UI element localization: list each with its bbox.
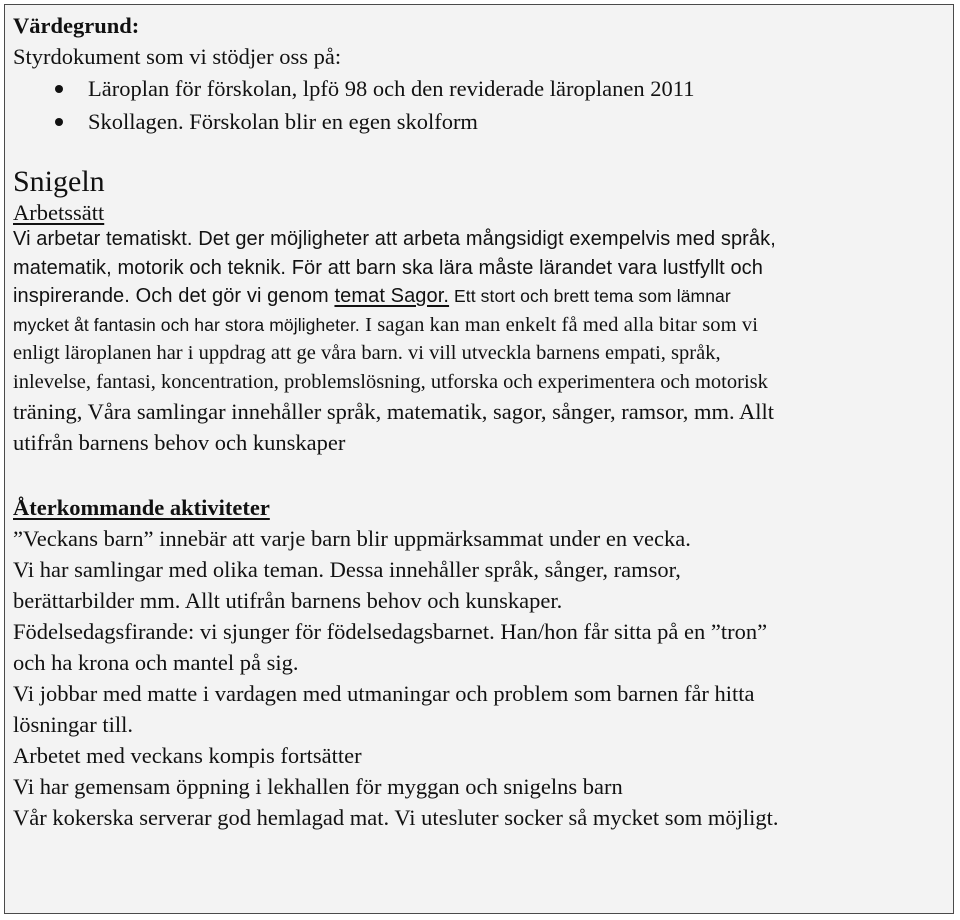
list-item-text: Läroplan för förskolan, lpfö 98 och den reviderade läroplanen 2011 (88, 76, 695, 101)
paragraph-line (13, 282, 943, 311)
activity-line: Födelsedagsfirande: vi sjunger för födelsedagsbarnet. Han/hon får sitta på en ”tron” (13, 619, 768, 644)
paragraph-line: inlevelse, fantasi, koncentration, problemslösning, utforska och experimentera och motorisk (13, 370, 768, 393)
section-title: Snigeln (13, 165, 105, 198)
vardegrund-heading: Värdegrund: (13, 13, 140, 38)
paragraph-text: enligt läroplanen har i uppdrag att ge våra barn. (13, 342, 403, 364)
activities-list (13, 523, 943, 833)
document-frame (4, 4, 954, 914)
activity-line: Vi jobbar med matte i vardagen med utmaningar och problem som barnen får hitta (13, 681, 755, 706)
paragraph-text: vi vill utveckla barnens empati, språk, (402, 342, 721, 364)
activity-line: Vi har samlingar med olika teman. Dessa innehåller språk, sånger, ramsor, (13, 557, 681, 582)
activity-line: ”Veckans barn” innebär att varje barn blir uppmärksammat under en vecka. (13, 526, 691, 551)
activity-line: berättarbilder mm. Allt utifrån barnens behov och kunskaper. (13, 588, 563, 613)
paragraph-line: Vi arbetar tematiskt. Det ger möjligheter att arbeta mångsidigt exempelvis med språk, (13, 228, 776, 250)
vardegrund-intro: Styrdokument som vi stödjer oss på: (13, 44, 342, 69)
paragraph-text: inspirerande. Och det gör vi genom (13, 285, 335, 307)
paragraph-line: träning, Våra samlingar innehåller språk, matematik, sagor, sånger, ramsor, mm. Allt (13, 399, 775, 424)
activity-line: Arbetet med veckans kompis fortsätter (13, 743, 362, 768)
list-item (13, 72, 943, 105)
paragraph-text: Ett stort och brett tema som lämnar (449, 286, 731, 306)
bullet-icon (55, 118, 63, 126)
paragraph-text: I sagan kan man enkelt få med alla bitar som vi (359, 313, 759, 336)
paragraph-line (13, 339, 943, 368)
activity-line: lösningar till. (13, 712, 133, 737)
paragraph-line (13, 311, 943, 340)
list-item (13, 105, 943, 138)
styrdokument-list (13, 72, 943, 138)
bullet-icon (55, 85, 63, 93)
arbetssatt-paragraph (13, 225, 943, 339)
arbetssatt-paragraph-cont (13, 339, 943, 396)
paragraph-text: mycket åt fantasin och har stora möjligheter. (13, 314, 360, 335)
document-content (13, 10, 943, 833)
section-subtitle: Arbetssätt (13, 200, 105, 225)
activity-line: och ha krona och mantel på sig. (13, 650, 299, 675)
paragraph-line: utifrån barnens behov och kunskaper (13, 430, 346, 455)
temat-sagor-text: temat Sagor. (334, 285, 450, 307)
activity-line: Vi har gemensam öppning i lekhallen för myggan och snigelns barn (13, 774, 623, 799)
list-item-text: Skollagen. Förskolan blir en egen skolform (88, 109, 478, 134)
activities-heading: Återkommande aktiviteter (13, 495, 270, 520)
paragraph-line: matematik, motorik och teknik. För att barn ska lära måste lärandet vara lustfyllt och (13, 256, 764, 279)
activity-line: Vår kokerska serverar god hemlagad mat. Vi utesluter socker så mycket som möjligt. (13, 805, 779, 830)
